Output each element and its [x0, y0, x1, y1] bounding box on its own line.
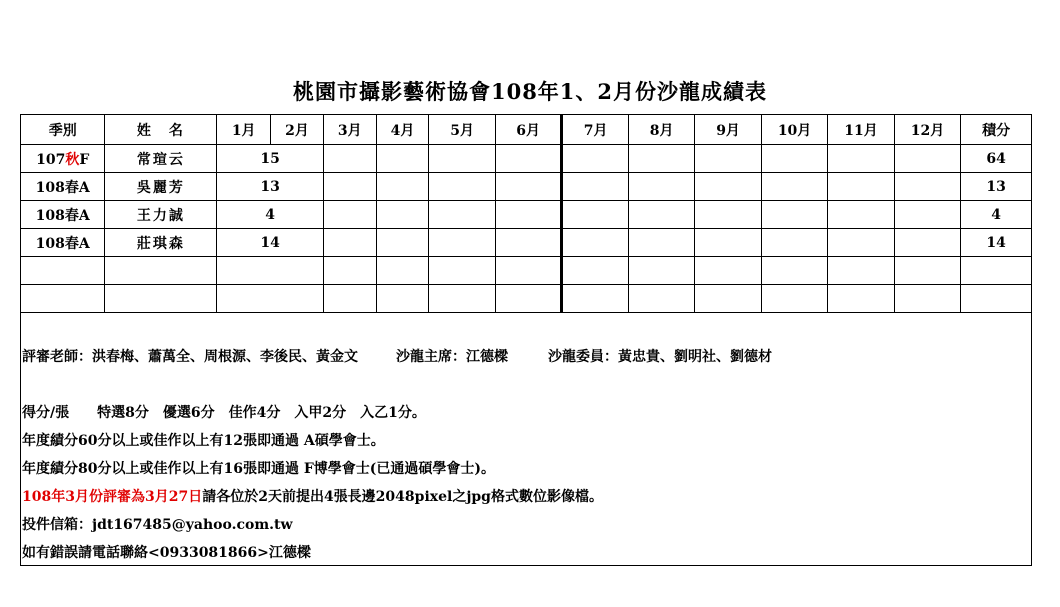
empty-cell: [429, 285, 495, 313]
empty-cell: [21, 257, 105, 285]
empty-cell: [376, 145, 429, 173]
empty-cell: [495, 173, 561, 201]
empty-cell: [961, 285, 1032, 313]
empty-cell: [376, 257, 429, 285]
season-grade: F: [79, 151, 90, 168]
empty-cell: [429, 257, 495, 285]
empty-cell: [695, 257, 761, 285]
email-text: 投件信箱：jdt167485@yahoo.com.tw: [22, 517, 293, 533]
table-row: [21, 201, 1032, 229]
empty-cell: [323, 229, 376, 257]
empty-cell: [429, 201, 495, 229]
total-cell: 4: [961, 201, 1032, 229]
empty-cell: [894, 285, 960, 313]
header-month: 8月: [628, 115, 694, 145]
score-cell: 15: [217, 145, 324, 173]
season-cell: [21, 145, 105, 173]
total-cell: 13: [961, 173, 1032, 201]
table-row-empty: [21, 257, 1032, 285]
empty-cell: [376, 229, 429, 257]
total-cell: 14: [961, 229, 1032, 257]
empty-cell: [628, 229, 694, 257]
season-term: 秋: [65, 151, 80, 168]
empty-cell: [323, 201, 376, 229]
march-instruction-text: 請各位於2天前提出4張長邊2048pixel之jpg格式數位影像檔。: [202, 489, 603, 505]
empty-cell: [828, 257, 894, 285]
header-month: 10月: [761, 115, 827, 145]
committee-text: 沙龍委員：黃忠貴、劉明社、劉德材: [548, 349, 772, 365]
empty-cell: [761, 285, 827, 313]
empty-cell: [376, 201, 429, 229]
contact-text: 如有錯誤請電話聯絡<0933081866>江德樑: [22, 545, 311, 561]
empty-cell: [323, 145, 376, 173]
season-cell: 108春A: [21, 201, 105, 229]
march-date-text: 108年3月份評審為3月27日: [22, 489, 203, 505]
empty-cell: [761, 173, 827, 201]
table-header-row: [21, 115, 1032, 145]
empty-cell: [628, 201, 694, 229]
chair-text: 沙龍主席：江德樑: [396, 349, 508, 365]
season-cell: 108春A: [21, 229, 105, 257]
empty-cell: [828, 145, 894, 173]
empty-cell: [828, 285, 894, 313]
empty-cell: [761, 257, 827, 285]
empty-cell: [495, 201, 561, 229]
empty-cell: [376, 285, 429, 313]
rule-f-text: 年度績分80分以上或佳作以上有16張即通過 F博學會士(已通過碩學會士)。: [22, 461, 496, 477]
empty-cell: [628, 173, 694, 201]
header-total: 積分: [961, 115, 1032, 145]
header-month: 6月: [495, 115, 561, 145]
header-month: 4月: [376, 115, 429, 145]
header-name: 姓 名: [105, 115, 217, 145]
score-table: [20, 114, 1032, 313]
empty-cell: [761, 145, 827, 173]
empty-cell: [894, 257, 960, 285]
score-cell: 14: [217, 229, 324, 257]
name-cell: 吳麗芳: [105, 173, 217, 201]
header-month: 3月: [323, 115, 376, 145]
empty-cell: [894, 229, 960, 257]
empty-cell: [495, 285, 561, 313]
empty-cell: [562, 145, 628, 173]
empty-cell: [562, 285, 628, 313]
staff-line: [22, 346, 772, 366]
header-month: 7月: [562, 115, 628, 145]
empty-cell: [495, 229, 561, 257]
season-cell: 108春A: [21, 173, 105, 201]
header-month: 9月: [695, 115, 761, 145]
rule-a-text: 年度績分60分以上或佳作以上有12張即通過 A碩學會士。: [22, 433, 385, 449]
empty-cell: [695, 145, 761, 173]
empty-cell: [894, 173, 960, 201]
empty-cell: [761, 229, 827, 257]
season-year: 107: [36, 151, 66, 168]
empty-cell: [429, 229, 495, 257]
empty-cell: [495, 257, 561, 285]
empty-cell: [562, 173, 628, 201]
empty-cell: [695, 201, 761, 229]
empty-cell: [562, 229, 628, 257]
march-line: [22, 486, 603, 506]
table-row: [21, 145, 1032, 173]
header-month: 2月: [271, 115, 324, 145]
empty-cell: [429, 173, 495, 201]
header-month: 5月: [429, 115, 495, 145]
empty-cell: [562, 201, 628, 229]
header-month: 12月: [894, 115, 960, 145]
empty-cell: [376, 173, 429, 201]
empty-cell: [828, 201, 894, 229]
empty-cell: [628, 145, 694, 173]
score-cell: 13: [217, 173, 324, 201]
empty-cell: [695, 229, 761, 257]
empty-cell: [323, 173, 376, 201]
empty-cell: [628, 285, 694, 313]
empty-cell: [695, 285, 761, 313]
header-month: 11月: [828, 115, 894, 145]
empty-cell: [628, 257, 694, 285]
empty-cell: [105, 285, 217, 313]
empty-cell: [495, 145, 561, 173]
empty-cell: [695, 173, 761, 201]
score-cell: 4: [217, 201, 324, 229]
header-season: 季別: [21, 115, 105, 145]
judges-text: 評審老師：洪春梅、蕭萬全、周根源、李後民、黃金文: [22, 349, 358, 365]
empty-cell: [105, 257, 217, 285]
empty-cell: [429, 145, 495, 173]
empty-cell: [217, 257, 324, 285]
name-cell: 莊琪森: [105, 229, 217, 257]
header-month: 1月: [217, 115, 271, 145]
empty-cell: [961, 257, 1032, 285]
empty-cell: [828, 173, 894, 201]
empty-cell: [894, 201, 960, 229]
page-title: 桃園市攝影藝術協會108年1、2月份沙龍成績表: [292, 79, 768, 104]
empty-cell: [828, 229, 894, 257]
empty-cell: [217, 285, 324, 313]
name-cell: 王力誠: [105, 201, 217, 229]
table-row-empty: [21, 285, 1032, 313]
table-row: [21, 173, 1032, 201]
total-cell: 64: [961, 145, 1032, 173]
empty-cell: [21, 285, 105, 313]
empty-cell: [562, 257, 628, 285]
empty-cell: [323, 285, 376, 313]
points-text: 得分/張 特選8分 優選6分 佳作4分 入甲2分 入乙1分。: [22, 405, 426, 421]
name-cell: 常瑄云: [105, 145, 217, 173]
empty-cell: [761, 201, 827, 229]
table-row: [21, 229, 1032, 257]
empty-cell: [894, 145, 960, 173]
empty-cell: [323, 257, 376, 285]
